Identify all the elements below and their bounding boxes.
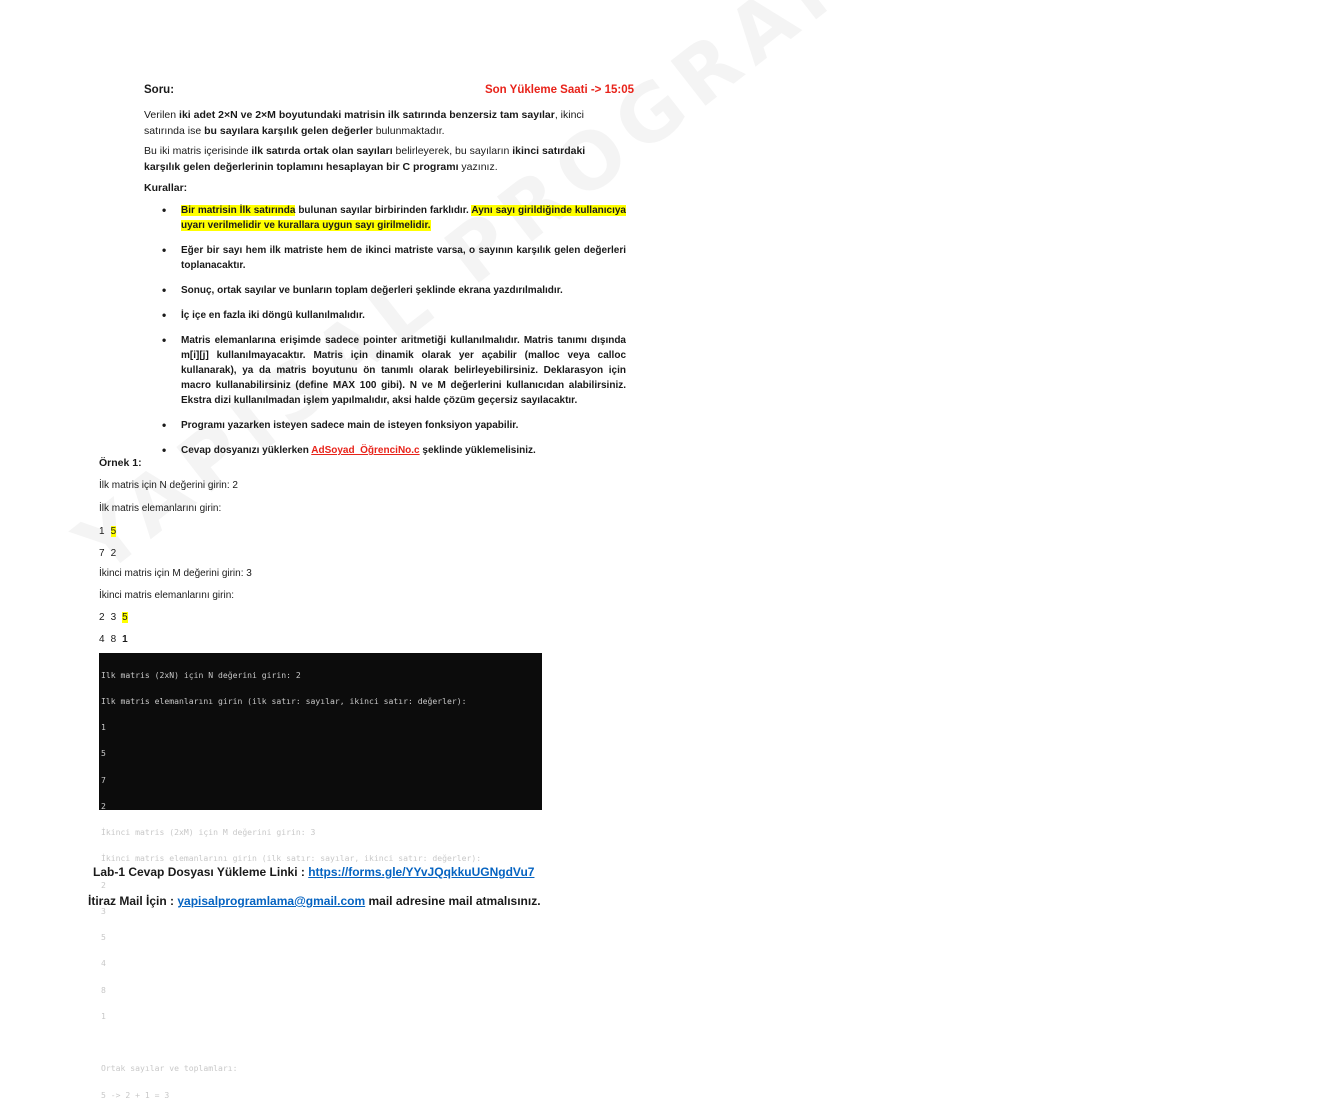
question-label: Soru: [144, 84, 175, 96]
deadline-text: Son Yükleme Saati -> 15:05 [484, 84, 634, 96]
rules-title: Kurallar: [144, 182, 188, 194]
console-line: Ortak sayılar ve toplamları: [101, 1063, 238, 1074]
example-line: İkinci matris için M değerini girin: 3 [99, 568, 252, 579]
objection-mail-label: İtiraz Mail İçin : [88, 894, 178, 908]
console-line: 2 [101, 800, 106, 811]
console-line: Ilk matris elemanlarını girin (ilk satır: sayılar, ikinci satır: değerler): [101, 695, 467, 706]
console-line: 2 [101, 879, 106, 890]
rule-item: • Eğer bir sayı hem ilk matriste hem de ikinci matriste varsa, o sayının karşılık gelen değerleri toplanacaktır. [144, 243, 626, 273]
console-line: 7 [101, 774, 106, 785]
console-line: 3 [101, 905, 106, 916]
example-line: İlk matris için N değerini girin: 2 [99, 480, 238, 491]
upload-form-link[interactable]: https://forms.gle/YYvJQqkkuUGNgdVu7 [308, 865, 535, 879]
objection-email-link[interactable]: yapisalprogramlama@gmail.com [177, 894, 366, 908]
filename-format: AdSoyad_ÖğrenciNo.c [311, 445, 420, 456]
upload-link-line [93, 865, 534, 879]
objection-mail-suffix: mail adresine mail atmalısınız. [365, 894, 541, 908]
rule-item: • Bir matrisin İlk satırında bulunan sayılar birbirinden farklıdır. Aynı sayı girildiğinde kullanıcıya uyarı verilmelidir ve kurallara uygun sayı girilmelidir. [144, 203, 626, 233]
rule-item: • İç içe en fazla iki döngü kullanılmalıdır. [144, 308, 626, 323]
console-line: İkinci matris (2xM) için M değerini girin: 3 [101, 827, 316, 837]
console-line: 1 [101, 722, 106, 732]
question-header [144, 84, 634, 102]
console-line [101, 1038, 542, 1047]
rule-item: • Cevap dosyanızı yüklerken AdSoyad_ÖğrenciNo.c şeklinde yüklemelisiniz. [144, 443, 626, 458]
example-line: İlk matris elemanlarını girin: [99, 503, 222, 514]
intro-paragraph-2: Bu iki matris içerisinde ilk satırda ortak olan sayıları belirleyerek, bu sayıların ikinci satırdaki karşılık gelen değerlerinin toplamını hesaplayan bir C programı yazınız. [144, 145, 586, 173]
objection-mail-line [88, 894, 541, 908]
intro-paragraph-1: Verilen iki adet 2×N ve 2×M boyutundaki matrisin ilk satırında benzersiz tam sayılar, ikinci satırında ise bu sayılara karşılık gelen değerler bulunmaktadır. [144, 109, 585, 137]
console-line: 4 [101, 958, 106, 969]
console-line: İkinci matris elemanlarını girin (ilk satır: sayılar, ikinci satır: değerler): [101, 853, 482, 864]
example-line: İkinci matris elemanlarını girin: [99, 590, 235, 601]
example-row: 1 5 [99, 526, 117, 537]
example-row: 7 2 [99, 548, 117, 559]
rule-item: • Programı yazarken isteyen sadece main de isteyen fonksiyon yapabilir. [144, 418, 626, 433]
console-line: 5 [101, 932, 106, 942]
console-line: 5 -> 2 + 1 = 3 [101, 1089, 170, 1100]
example-title: Örnek 1: [99, 457, 142, 469]
example-row: 2 3 5 [99, 612, 128, 623]
console-line: Ilk matris (2xN) için N değerini girin: 2 [101, 669, 301, 680]
rule-item: • Sonuç, ortak sayılar ve bunların toplam değerleri şeklinde ekrana yazdırılmalıdır. [144, 283, 626, 298]
example-row: 4 8 1 [99, 634, 128, 645]
console-line: 8 [101, 984, 106, 995]
console-line: 5 [101, 748, 106, 759]
rules-list [144, 203, 626, 458]
console-line: 1 [101, 1010, 106, 1021]
rule-item: • Matris elemanlarına erişimde sadece pointer aritmetiği kullanılmalıdır. Matris tanımı dışında m[i][j] kullanılmayacaktır. Matris için dinamik olarak yer açabilir (malloc veya calloc kullanarak), ya da matris boyutunu ön tanımlı olarak belirleyebilirsiniz. Deklarasyon için macro kullanabilirsiniz (define MAX 100 gibi). N ve M değerlerini kullanıcıdan alabilirsiniz. Ekstra dizi kullanılmadan işlem yapılmalıdır, aksi halde çözüm geçersiz sayılacaktır. [144, 333, 626, 408]
upload-link-label: Lab-1 Cevap Dosyası Yükleme Linki : [93, 865, 309, 879]
